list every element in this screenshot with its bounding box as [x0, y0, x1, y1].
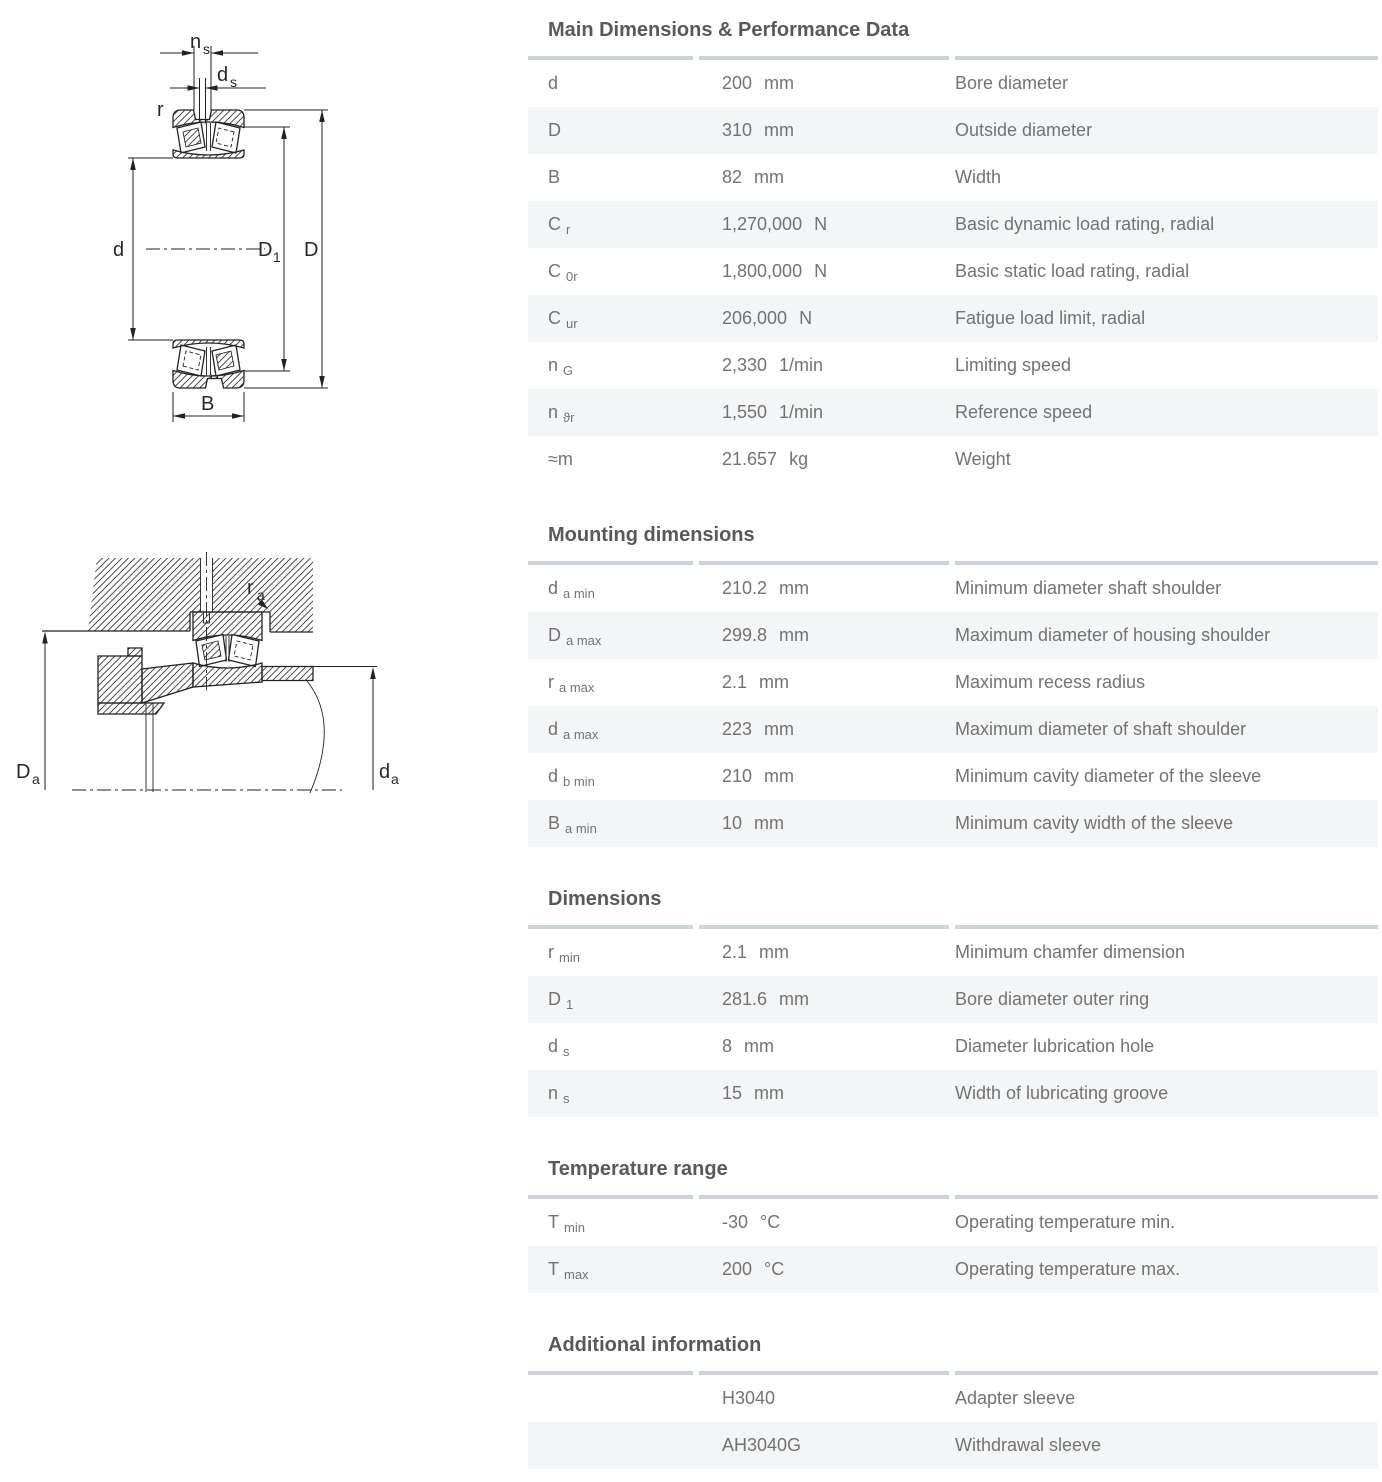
table-row: [528, 295, 1378, 342]
description-cell: Basic static load rating, radial: [955, 261, 1190, 281]
data-table: [528, 561, 1378, 847]
description-cell: Maximum diameter of housing shoulder: [955, 625, 1271, 645]
symbol-cell: C $_{0r}$: [548, 261, 578, 284]
section-title: Mounting dimensions: [548, 524, 755, 546]
data-table: [528, 1195, 1378, 1293]
description-cell: Width of lubricating groove: [955, 1083, 1169, 1103]
description-cell: Bore diameter outer ring: [955, 989, 1150, 1009]
value-cell: 1,270,000 N: [722, 214, 828, 234]
symbol-cell: D $_{a max}$: [548, 625, 602, 648]
dim-label-ns-sub: s: [203, 41, 210, 57]
value-cell: 1,550 1/min: [722, 402, 824, 422]
value-cell: 8 mm: [722, 1036, 775, 1056]
data-table: [528, 1371, 1378, 1469]
data-table: [528, 56, 1378, 483]
value-cell: 2,330 1/min: [722, 355, 824, 375]
symbol-cell: B: [548, 167, 561, 187]
bearing-mounting-drawing: [0, 550, 430, 850]
symbol-cell: d $_{b min}$: [548, 766, 595, 789]
outer-ring: [193, 612, 262, 641]
value-cell: 200 mm: [722, 73, 795, 93]
symbol-cell: d $_{a min}$: [548, 578, 595, 601]
data-table: [528, 925, 1378, 1117]
value-cell: AH3040G: [722, 1435, 802, 1455]
section-mounting-dimensions: [528, 523, 1378, 847]
cage-bars: [226, 636, 229, 662]
dim-label-Da: D: [16, 761, 31, 783]
symbol-cell: r $_{a max}$: [548, 672, 595, 695]
symbol-cell: n $_G$: [548, 355, 574, 378]
description-cell: Minimum cavity diameter of the sleeve: [955, 766, 1262, 786]
value-cell: H3040: [722, 1388, 776, 1408]
roller-right: [229, 635, 260, 667]
value-cell: -30 °C: [722, 1212, 781, 1232]
section-title: Dimensions: [548, 888, 662, 910]
dim-label-ds-sub: s: [230, 74, 237, 90]
value-cell: 206,000 N: [722, 308, 813, 328]
value-cell: 1,800,000 N: [722, 261, 828, 281]
dim-label-ds: d: [217, 64, 229, 86]
bearing-cross-section-drawing: [90, 10, 420, 440]
section-title: Additional information: [548, 1334, 762, 1356]
symbol-cell: d: [548, 73, 559, 93]
value-cell: 210 mm: [722, 766, 795, 786]
value-cell: 15 mm: [722, 1083, 785, 1103]
cage-bars: [207, 123, 211, 151]
table-row: [528, 659, 1378, 706]
table-row: [528, 389, 1378, 436]
section-title: Temperature range: [548, 1158, 728, 1180]
section-dimensions: [528, 887, 1378, 1117]
table-row: [528, 342, 1378, 389]
dim-label-ra-sub: a: [257, 587, 265, 603]
symbol-cell: n $_{ϑr}$: [548, 402, 575, 425]
lock-washer: [128, 648, 142, 656]
description-cell: Reference speed: [955, 402, 1093, 422]
section-main-dimensions: [528, 18, 1378, 483]
roller-left-section: [183, 128, 201, 147]
symbol-cell: d $_{a max}$: [548, 719, 599, 742]
value-cell: 2.1 mm: [722, 672, 790, 692]
value-cell: 223 mm: [722, 719, 795, 739]
symbol-cell: B $_{a min}$: [548, 813, 597, 836]
table-row: [528, 800, 1378, 847]
table-row: [528, 565, 1378, 612]
table-row: [528, 1199, 1378, 1246]
description-cell: Bore diameter: [955, 73, 1069, 93]
table-row: [528, 1246, 1378, 1293]
value-cell: 310 mm: [722, 120, 795, 140]
outer-ring: [173, 110, 244, 128]
sleeve-flange: [98, 703, 164, 714]
mounting-geometry: [42, 558, 324, 793]
table-row: [528, 706, 1378, 753]
symbol-cell: C $_{ur}$: [548, 308, 578, 331]
symbol-cell: D: [548, 120, 561, 140]
datasheet-sections: [528, 0, 1378, 1469]
table-row: [528, 976, 1378, 1023]
value-cell: 210.2 mm: [722, 578, 810, 598]
table-row: [528, 753, 1378, 800]
dim-label-da-sub: a: [391, 771, 399, 787]
table-row: [528, 60, 1378, 107]
table-row: [528, 201, 1378, 248]
value-cell: 21.657 kg: [722, 449, 809, 469]
symbol-cell: C $_r$: [548, 214, 571, 237]
inner-ring: [193, 663, 262, 687]
value-cell: 281.6 mm: [722, 989, 810, 1009]
description-cell: Minimum chamfer dimension: [955, 942, 1186, 962]
value-cell: 200 °C: [722, 1259, 785, 1279]
value-cell: 2.1 mm: [722, 942, 790, 962]
description-cell: Minimum diameter shaft shoulder: [955, 578, 1222, 598]
dim-label-r: r: [157, 99, 164, 121]
section-title: Main Dimensions & Performance Data: [548, 19, 910, 41]
dim-label-Da-sub: a: [32, 771, 40, 787]
description-cell: Diameter lubrication hole: [955, 1036, 1155, 1056]
dim-label-d1: D: [258, 239, 273, 261]
table-row: [528, 1023, 1378, 1070]
description-cell: Fatigue load limit, radial: [955, 308, 1146, 328]
dim-label-d1-sub: 1: [273, 249, 281, 265]
symbol-cell: d $_s$: [548, 1036, 570, 1059]
table-row: [528, 154, 1378, 201]
section-temperature-range: [528, 1157, 1378, 1293]
description-cell: Minimum cavity width of the sleeve: [955, 813, 1234, 833]
table-row: [528, 436, 1378, 483]
description-cell: Maximum recess radius: [955, 672, 1146, 692]
locknut: [98, 656, 142, 703]
shaft-end-edges: [146, 703, 153, 792]
table-row: [528, 1070, 1378, 1117]
roller-left-section: [202, 641, 221, 660]
dim-label-ra: r: [247, 577, 254, 599]
roller-right: [212, 122, 240, 153]
description-cell: Operating temperature max.: [955, 1259, 1181, 1279]
shaft-break-line: [307, 681, 324, 793]
description-cell: Weight: [955, 449, 1011, 469]
table-row: [528, 248, 1378, 295]
table-row: [528, 1375, 1378, 1422]
table-row: [528, 107, 1378, 154]
symbol-cell: ≈m: [548, 449, 573, 469]
sleeve-taper: [142, 663, 193, 703]
dim-label-da: d: [379, 761, 391, 783]
symbol-cell: T $_{min}$: [548, 1212, 585, 1235]
symbol-cell: n $_s$: [548, 1083, 570, 1106]
symbol-cell: D $_1$: [548, 989, 574, 1012]
value-cell: 10 mm: [722, 813, 785, 833]
dim-label-B: B: [201, 393, 215, 415]
value-cell: 82 mm: [722, 167, 785, 187]
symbol-cell: r $_{min}$: [548, 942, 580, 965]
description-cell: Adapter sleeve: [955, 1388, 1076, 1408]
dim-label-D: D: [304, 239, 319, 261]
description-cell: Limiting speed: [955, 355, 1072, 375]
symbol-cell: T $_{max}$: [548, 1259, 589, 1282]
description-cell: Withdrawal sleeve: [955, 1435, 1102, 1455]
description-cell: Outside diameter: [955, 120, 1093, 140]
description-cell: Basic dynamic load rating, radial: [955, 214, 1215, 234]
table-row: [528, 1422, 1378, 1469]
table-row: [528, 612, 1378, 659]
sleeve-small-end: [262, 667, 313, 681]
table-row: [528, 929, 1378, 976]
description-cell: Operating temperature min.: [955, 1212, 1176, 1232]
description-cell: Maximum diameter of shaft shoulder: [955, 719, 1247, 739]
section-additional-information: [528, 1333, 1378, 1469]
description-cell: Width: [955, 167, 1002, 187]
dim-label-ns: n: [190, 31, 202, 53]
dim-label-d: d: [113, 239, 125, 261]
value-cell: 299.8 mm: [722, 625, 810, 645]
